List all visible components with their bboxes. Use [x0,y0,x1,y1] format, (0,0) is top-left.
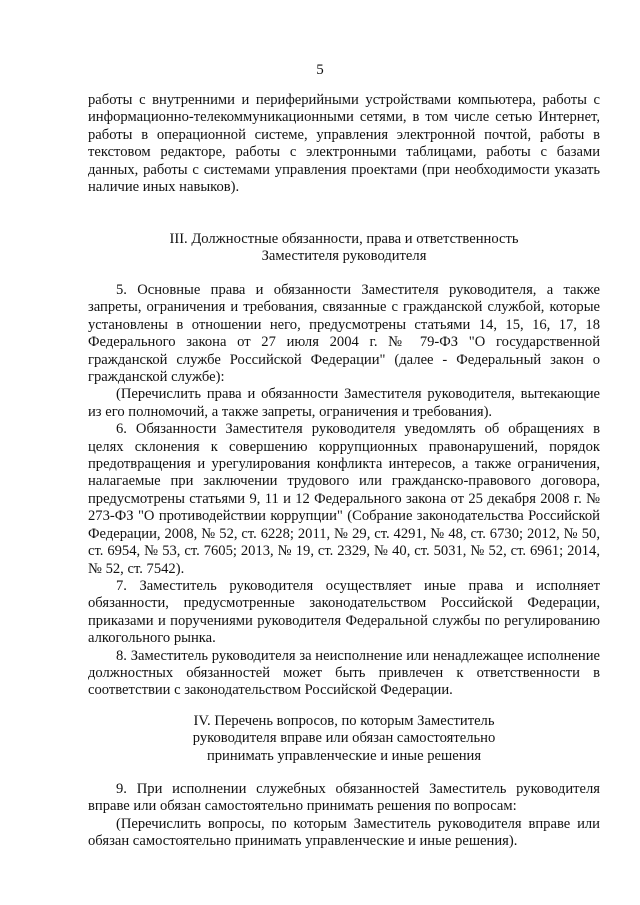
paragraph-9: 9. При исполнении служебных обязанностей Заместитель руководителя вправе или обязан самостоятельно принимать решения по вопросам: [88,781,600,815]
section-4-body [88,781,600,851]
paragraph-6: 6. Обязанности Заместителя руководителя уведомлять об обращениях в целях склонения к совершению коррупционных правонарушений, порядок предотвращения и урегулирования конфликта интересов, а также ограничения, налагаемые при заключении трудового или гражданско-правового договора, предусмотрены статьями 9, 11 и 12 Федерального закона от 25 декабря 2008 г. № 273-ФЗ "О противодействии коррупции" (Собрание законодательства Российской Федерации, 2008, № 52, ст. 6228; 2011, № 29, ст. 4291, № 48, ст. 6730; 2012, № 50, ст. 6954, № 53, ст. 7605; 2013, № 19, ст. 2329, № 40, ст. 5031, № 52, ст. 6961; 2014, № 52, ст. 7542). [88,421,600,577]
section-4-heading-line2: руководителя вправе или обязан самостоятельно [192,730,496,747]
paragraph-5-note: (Перечислить права и обязанности Заместителя руководителя, вытекающие из его полномочий, а также запреты, ограничения и требования). [88,386,600,420]
paragraph-9-note: (Перечислить вопросы, по которым Заместитель руководителя вправе или обязан самостоятельно принимать управленческие и иные решения). [88,815,600,850]
page-number: 5 [316,62,324,78]
section-4-heading-line1: IV. Перечень вопросов, по которым Заместитель [193,713,495,729]
paragraph-7: 7. Заместитель руководителя осуществляет иные права и исполняет обязанности, предусмотренные законодательством Российской Федерации, приказами и поручениями руководителя Федеральной службы по регулированию алкогольного рынка. [88,577,600,647]
section-3-heading-line2: Заместителя руководителя [261,248,427,265]
section-3-body [88,282,600,700]
paragraph-8: 8. Заместитель руководителя за неисполнение или ненадлежащее исполнение должностных обязанностей может быть привлечен к ответственности в соответствии с законодательством Российской Федерации. [88,647,600,699]
section-4-heading-line3: принимать управленческие и иные решения [206,747,482,764]
section-3-heading [88,231,600,266]
intro-paragraph: работы с внутренними и периферийными устройствами компьютера, работы с информационно-телекоммуникационными сетями, в том числе сетью Интернет, работы в операционной системе, управления электронной почтой, работы в текстовом редакторе, работы с электронными таблицами, работы с базами данных, работы с системами управления проектами (при необходимости указать наличие иных навыков). [88,92,600,196]
paragraph-5: 5. Основные права и обязанности Заместителя руководителя, а также запреты, ограничения и требования, связанные с гражданской службой, которые установлены в отношении него, предусмотрены статьями 14, 15, 16, 17, 18 Федерального закона от 27 июля 2004 г. № 79-ФЗ "О государственной гражданской службе Российской Федерации" (далее - Федеральный закон о гражданской службе): [88,282,600,386]
section-3-heading-line1: III. Должностные обязанности, права и ответственность [169,231,519,247]
intro-block [88,92,600,196]
section-4-heading [88,713,600,765]
